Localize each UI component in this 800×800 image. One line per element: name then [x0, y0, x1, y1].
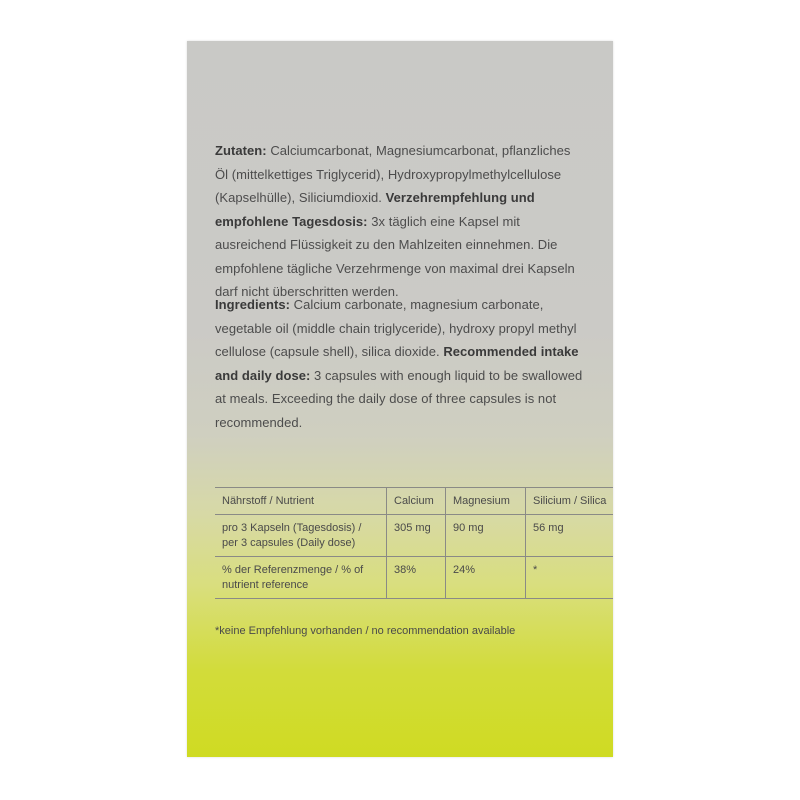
table-header-cell: Calcium — [387, 488, 446, 515]
table-header-row — [215, 488, 613, 515]
table-cell: % der Referenzmenge / % of nutrient reference — [215, 557, 387, 599]
package-back-panel — [187, 41, 613, 757]
german-ingredients-paragraph — [215, 139, 587, 304]
table-cell: pro 3 Kapseln (Tagesdosis) / per 3 capsules (Daily dose) — [215, 515, 387, 557]
english-ingredients-label: Ingredients: — [215, 297, 290, 312]
english-dose-label: Recommended intake and daily dose: — [215, 344, 579, 383]
english-dose-text: 3 capsules with enough liquid to be swallowed at meals. Exceeding the daily dose of three capsules is not recommended. — [215, 367, 583, 430]
english-ingredients-text: Calcium carbonate, magnesium carbonate, vegetable oil (middle chain triglyceride), hydroxy propyl methyl cellulose (capsule shell), silica dioxide. — [215, 297, 577, 359]
table-header-cell: Magnesium — [446, 488, 526, 515]
german-ingredients-label: Zutaten: — [215, 143, 267, 158]
table-cell: 90 mg — [446, 515, 526, 557]
table-footnote: *keine Empfehlung vorhanden / no recommendation available — [215, 625, 516, 637]
nutrient-table — [215, 487, 613, 599]
table-cell: 305 mg — [387, 515, 446, 557]
table-row — [215, 557, 613, 599]
table-row — [215, 515, 613, 557]
table-header-cell: Silicium / Silica — [526, 488, 614, 515]
table-cell: 38% — [387, 557, 446, 599]
table-cell: 56 mg — [526, 515, 614, 557]
table-cell: * — [526, 557, 614, 599]
table-cell: 24% — [446, 557, 526, 599]
german-dose-text: 3x täglich eine Kapsel mit ausreichend Flüssigkeit zu den Mahlzeiten einnehmen. Die empfohlene tägliche Verzehrmenge von maximal drei Kapseln darf nicht überschritten werden. — [215, 213, 575, 299]
english-ingredients-paragraph — [215, 293, 587, 434]
table-header-cell: Nährstoff / Nutrient — [215, 488, 387, 515]
german-dose-label: Verzehrempfehlung und empfohlene Tagesdosis: — [215, 190, 535, 229]
german-ingredients-text: Calciumcarbonat, Magnesiumcarbonat, pflanzliches Öl (mittelkettiges Triglycerid), Hydroxypropylmethylcellulose (Kapselhülle), Siliciumdioxid. — [215, 143, 571, 205]
